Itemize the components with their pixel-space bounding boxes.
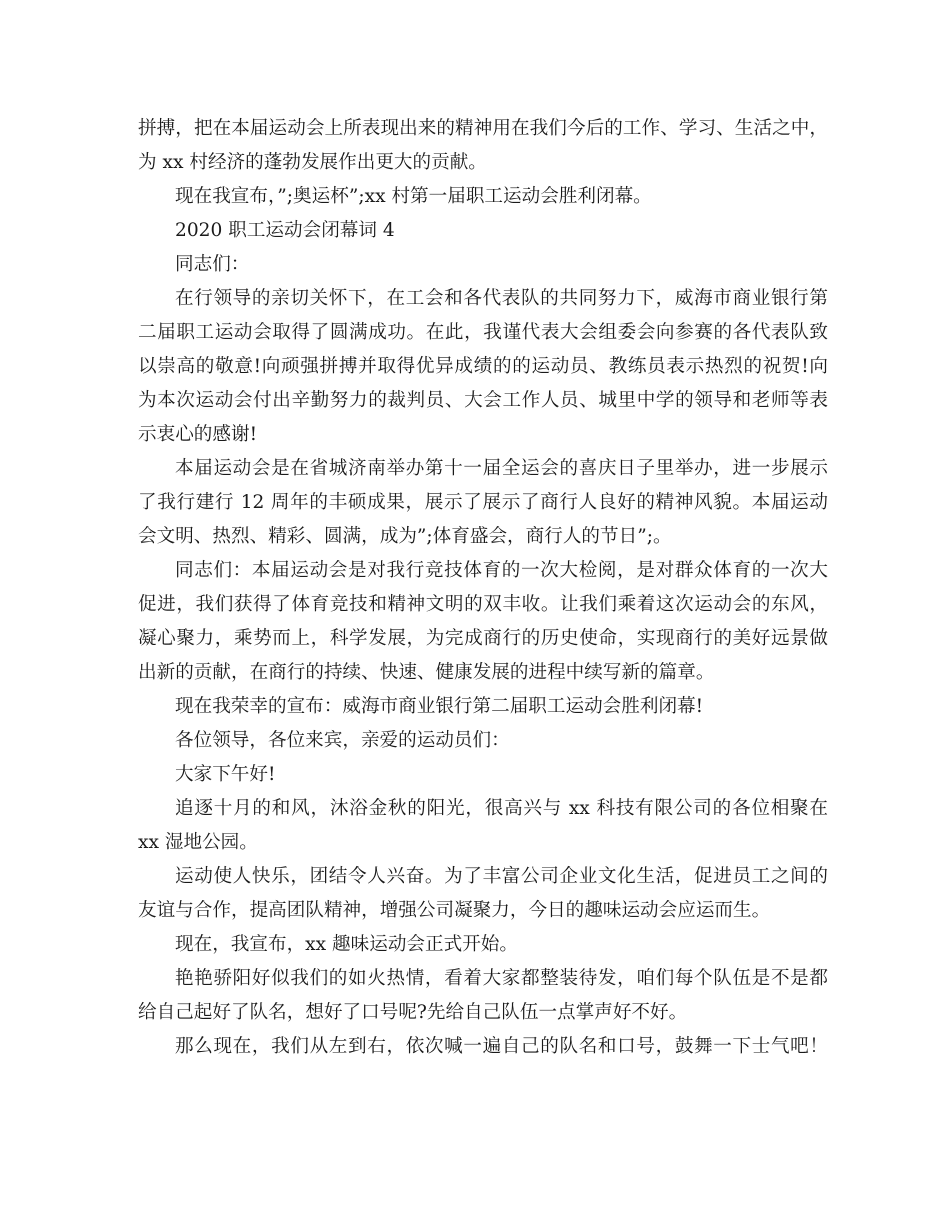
text-line: 凝心聚力，乘势而上，科学发展，为完成商行的历史使命，实现商行的美好远景做 — [138, 628, 828, 649]
text-line: 会文明、热烈、精彩、圆满，成为”;体育盛会，商行人的节日”;。 — [138, 526, 672, 547]
text-line: 以崇高的敬意!向顽强拼搏并取得优异成绩的的运动员、教练员表示热烈的祝贺!向 — [138, 356, 828, 377]
text-line: 艳艳骄阳好似我们的如火热情，看着大家都整装待发，咱们每个队伍是不是都 — [175, 968, 828, 989]
text-line: 各位领导，各位来宾，亲爱的运动员们： — [175, 730, 510, 751]
text-line: 2020 职工运动会闭幕词 4 — [175, 220, 395, 241]
text-line: 同志们： — [175, 254, 250, 275]
text-line: 那么现在，我们从左到右，依次喊一遍自己的队名和口号，鼓舞一下士气吧！ — [175, 1036, 828, 1057]
text-line: 出新的贡献，在商行的持续、快速、健康发展的进程中续写新的篇章。 — [138, 662, 715, 683]
text-line: 二届职工运动会取得了圆满成功。在此，我谨代表大会组委会向参赛的各代表队致 — [138, 322, 828, 343]
text-line: 在行领导的亲切关怀下，在工会和各代表队的共同努力下，威海市商业银行第 — [175, 288, 828, 309]
text-line: 促进，我们获得了体育竞技和精神文明的双丰收。让我们乘着这次运动会的东风， — [138, 594, 828, 615]
text-line: 为 xx 村经济的蓬勃发展作出更大的贡献。 — [138, 152, 487, 173]
text-line: 示衷心的感谢! — [138, 424, 258, 445]
text-line: 现在我宣布，”;奥运杯”;xx 村第一届职工运动会胜利闭幕。 — [175, 186, 652, 207]
text-line: 现在，我宣布，xx 趣味运动会正式开始。 — [175, 934, 518, 955]
text-line: 运动使人快乐，团结令人兴奋。为了丰富公司企业文化生活，促进员工之间的 — [175, 866, 828, 887]
text-line: 本届运动会是在省城济南举办第十一届全运会的喜庆日子里举办，进一步展示 — [175, 458, 828, 479]
text-line: xx 湿地公园。 — [138, 832, 258, 853]
text-line: 友谊与合作，提高团队精神，增强公司凝聚力，今日的趣味运动会应运而生。 — [138, 900, 771, 921]
document-body — [138, 112, 828, 1064]
text-line: 为本次运动会付出辛勤努力的裁判员、大会工作人员、城里中学的领导和老师等表 — [138, 390, 828, 411]
text-line: 大家下午好! — [175, 764, 276, 785]
text-line: 追逐十月的和风，沐浴金秋的阳光，很高兴与 xx 科技有限公司的各位相聚在 — [175, 798, 828, 819]
text-line: 同志们：本届运动会是对我行竞技体育的一次大检阅，是对群众体育的一次大 — [175, 560, 828, 581]
text-line: 现在我荣幸的宣布：威海市商业银行第二届职工运动会胜利闭幕! — [175, 696, 704, 717]
text-line: 给自己起好了队名，想好了口号呢?先给自己队伍一点掌声好不好。 — [138, 1002, 688, 1023]
text-line: 拼搏，把在本届运动会上所表现出来的精神用在我们今后的工作、学习、生活之中， — [138, 118, 828, 139]
text-line: 了我行建行 12 周年的丰硕成果，展示了展示了商行人良好的精神风貌。本届运动 — [138, 492, 828, 513]
